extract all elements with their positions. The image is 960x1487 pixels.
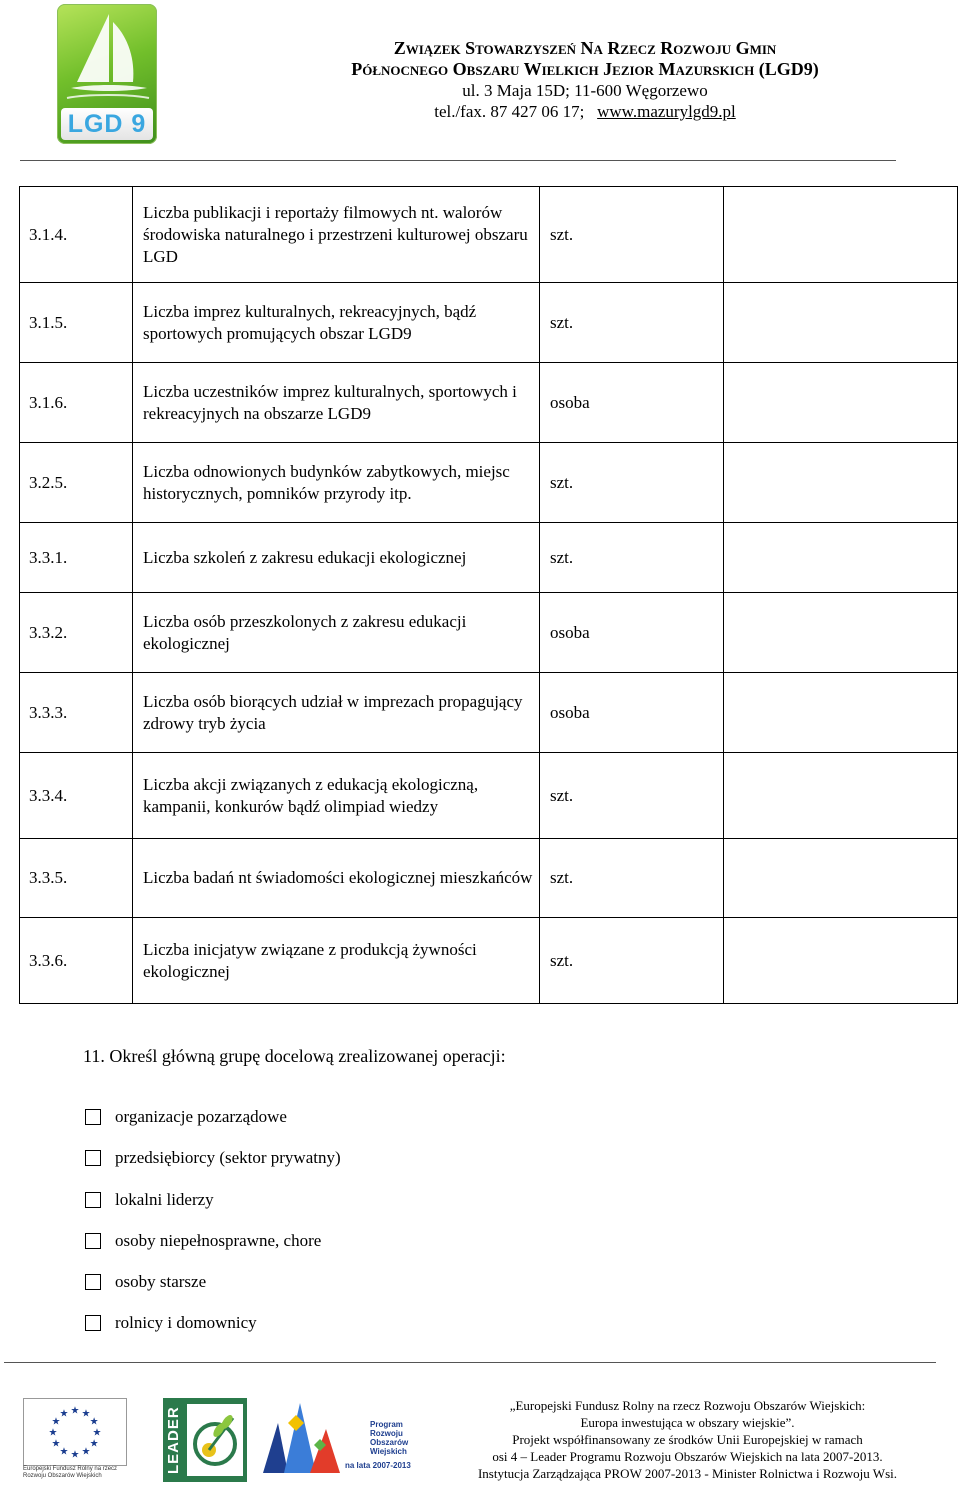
indicator-number: 3.1.5. bbox=[20, 283, 133, 363]
indicator-number: 3.3.6. bbox=[20, 918, 133, 1004]
org-contact bbox=[230, 101, 940, 122]
indicator-row bbox=[20, 673, 958, 753]
option-label: osoby starsze bbox=[115, 1272, 207, 1292]
org-header bbox=[230, 38, 940, 122]
eu-fund-caption: Europejski Fundusz Rolny na rzecz Rozwoju Obszarów Wiejskich bbox=[23, 1466, 118, 1479]
org-address: ul. 3 Maja 15D; 11-600 Węgorzewo bbox=[462, 81, 708, 100]
indicator-value-cell[interactable] bbox=[724, 593, 958, 673]
indicator-number: 3.1.6. bbox=[20, 363, 133, 443]
checkbox[interactable] bbox=[85, 1274, 101, 1290]
eu-star-icon: ★ bbox=[81, 1408, 91, 1420]
checkbox[interactable] bbox=[85, 1315, 101, 1331]
checkbox[interactable] bbox=[85, 1192, 101, 1208]
indicator-row bbox=[20, 593, 958, 673]
indicator-row bbox=[20, 187, 958, 283]
indicator-row bbox=[20, 443, 958, 523]
option-label: przedsiębiorcy (sektor prywatny) bbox=[115, 1148, 341, 1168]
indicator-unit: szt. bbox=[540, 283, 724, 363]
indicator-value-cell[interactable] bbox=[724, 753, 958, 839]
option-label: lokalni liderzy bbox=[115, 1189, 214, 1209]
indicator-description: Liczba badań nt świadomości ekologicznej mieszkańców bbox=[133, 839, 540, 918]
indicators-table bbox=[19, 186, 958, 1004]
indicator-value-cell[interactable] bbox=[724, 443, 958, 523]
indicator-value-cell[interactable] bbox=[724, 673, 958, 753]
indicator-number: 3.1.4. bbox=[20, 187, 133, 283]
header-divider bbox=[20, 160, 896, 161]
eu-star-icon: ★ bbox=[81, 1446, 91, 1458]
indicator-unit: szt. bbox=[540, 753, 724, 839]
eu-star-icon: ★ bbox=[89, 1416, 99, 1428]
indicator-row bbox=[20, 918, 958, 1004]
sailboat-icon bbox=[57, 4, 157, 114]
funding-line-3: Projekt współfinansowany ze środków Unii Europejskiej w ramach bbox=[512, 1432, 863, 1447]
indicator-unit: osoba bbox=[540, 593, 724, 673]
indicator-number: 3.3.5. bbox=[20, 839, 133, 918]
eu-star-icon: ★ bbox=[51, 1438, 61, 1450]
org-name-line1: Związek Stowarzyszeń Na Rzecz Rozwoju Gmin bbox=[393, 38, 777, 58]
indicator-row bbox=[20, 523, 958, 593]
eu-star-icon: ★ bbox=[89, 1438, 99, 1450]
indicator-unit: szt. bbox=[540, 839, 724, 918]
leader-word: LEADER bbox=[165, 1406, 182, 1474]
indicator-description: Liczba publikacji i reportaży filmowych nt. walorów środowiska naturalnego i przestrzeni kulturowej obszaru LGD bbox=[133, 187, 540, 283]
indicator-number: 3.3.1. bbox=[20, 523, 133, 593]
indicator-row bbox=[20, 753, 958, 839]
indicator-value-cell[interactable] bbox=[724, 839, 958, 918]
leader-logo bbox=[163, 1398, 247, 1482]
indicator-unit: osoba bbox=[540, 363, 724, 443]
indicator-description: Liczba akcji związanych z edukacją ekologiczną, kampanii, konkurów bądź olimpiad wiedzy bbox=[133, 753, 540, 839]
option-label: rolnicy i domownicy bbox=[115, 1313, 257, 1333]
indicator-unit: szt. bbox=[540, 918, 724, 1004]
indicator-description: Liczba szkoleń z zakresu edukacji ekologicznej bbox=[133, 523, 540, 593]
checkbox[interactable] bbox=[85, 1233, 101, 1249]
option-label: osoby niepełnosprawne, chore bbox=[115, 1230, 322, 1250]
eu-star-icon: ★ bbox=[92, 1427, 102, 1439]
prow-logo-text: Program Rozwoju Obszarów Wiejskich bbox=[370, 1420, 409, 1456]
org-name-line2: Północnego Obszaru Wielkich Jezior Mazurskich (LGD9) bbox=[351, 59, 819, 79]
eu-star-icon: ★ bbox=[51, 1416, 61, 1428]
indicator-description: Liczba osób przeszkolonych z zakresu edukacji ekologicznej bbox=[133, 593, 540, 673]
indicator-number: 3.3.2. bbox=[20, 593, 133, 673]
org-website-link[interactable]: www.mazurylgd9.pl bbox=[597, 102, 736, 121]
leader-emblem-icon bbox=[163, 1398, 247, 1482]
indicator-value-cell[interactable] bbox=[724, 283, 958, 363]
indicator-value-cell[interactable] bbox=[724, 523, 958, 593]
indicator-value-cell[interactable] bbox=[724, 363, 958, 443]
question-11-label: 11. Określ główną grupę docelową zrealizowanej operacji: bbox=[83, 1046, 506, 1066]
indicator-description: Liczba uczestników imprez kulturalnych, sportowych i rekreacyjnych na obszarze LGD9 bbox=[133, 363, 540, 443]
footer-divider bbox=[4, 1362, 936, 1363]
indicator-row bbox=[20, 839, 958, 918]
indicator-number: 3.3.3. bbox=[20, 673, 133, 753]
indicator-description: Liczba imprez kulturalnych, rekreacyjnych, bądź sportowych promujących obszar LGD9 bbox=[133, 283, 540, 363]
indicator-row bbox=[20, 283, 958, 363]
funding-line-2: Europa inwestująca w obszary wiejskie”. bbox=[580, 1415, 795, 1430]
indicator-description: Liczba osób biorących udział w imprezach propagujący zdrowy tryb życia bbox=[133, 673, 540, 753]
indicator-value-cell[interactable] bbox=[724, 187, 958, 283]
indicator-unit: osoba bbox=[540, 673, 724, 753]
checkbox[interactable] bbox=[85, 1109, 101, 1125]
eu-star-icon: ★ bbox=[59, 1446, 69, 1458]
eu-star-icon: ★ bbox=[48, 1427, 58, 1439]
eu-star-icon: ★ bbox=[70, 1405, 80, 1417]
indicator-unit: szt. bbox=[540, 523, 724, 593]
funding-statement bbox=[425, 1397, 950, 1482]
eu-star-icon: ★ bbox=[59, 1408, 69, 1420]
indicator-number: 3.3.4. bbox=[20, 753, 133, 839]
option-label: organizacje pozarządowe bbox=[115, 1107, 287, 1126]
eu-flag-logo bbox=[23, 1398, 127, 1466]
indicator-number: 3.2.5. bbox=[20, 443, 133, 523]
eu-star-icon: ★ bbox=[70, 1449, 80, 1461]
indicator-description: Liczba inicjatyw związane z produkcją żywności ekologicznej bbox=[133, 918, 540, 1004]
indicator-row bbox=[20, 363, 958, 443]
indicator-value-cell[interactable] bbox=[724, 918, 958, 1004]
indicator-unit: szt. bbox=[540, 187, 724, 283]
funding-line-4: osi 4 – Leader Programu Rozwoju Obszarów Wiejskich na lata 2007-2013. bbox=[492, 1449, 883, 1464]
checkbox[interactable] bbox=[85, 1150, 101, 1166]
indicator-description: Liczba odnowionych budynków zabytkowych, miejsc historycznych, pomników przyrody itp. bbox=[133, 443, 540, 523]
logo-text: LGD 9 bbox=[61, 108, 153, 140]
prow-logo-years: na lata 2007-2013 bbox=[345, 1461, 411, 1470]
indicator-unit: szt. bbox=[540, 443, 724, 523]
org-phone: tel./fax. 87 427 06 17; bbox=[434, 102, 585, 121]
funding-line-1: „Europejski Fundusz Rolny na rzecz Rozwoju Obszarów Wiejskich: bbox=[509, 1398, 866, 1413]
lgd9-logo bbox=[57, 4, 157, 144]
funding-line-5: Instytucja Zarządzająca PROW 2007-2013 - Minister Rolnictwa i Rozwoju Wsi. bbox=[477, 1466, 898, 1481]
